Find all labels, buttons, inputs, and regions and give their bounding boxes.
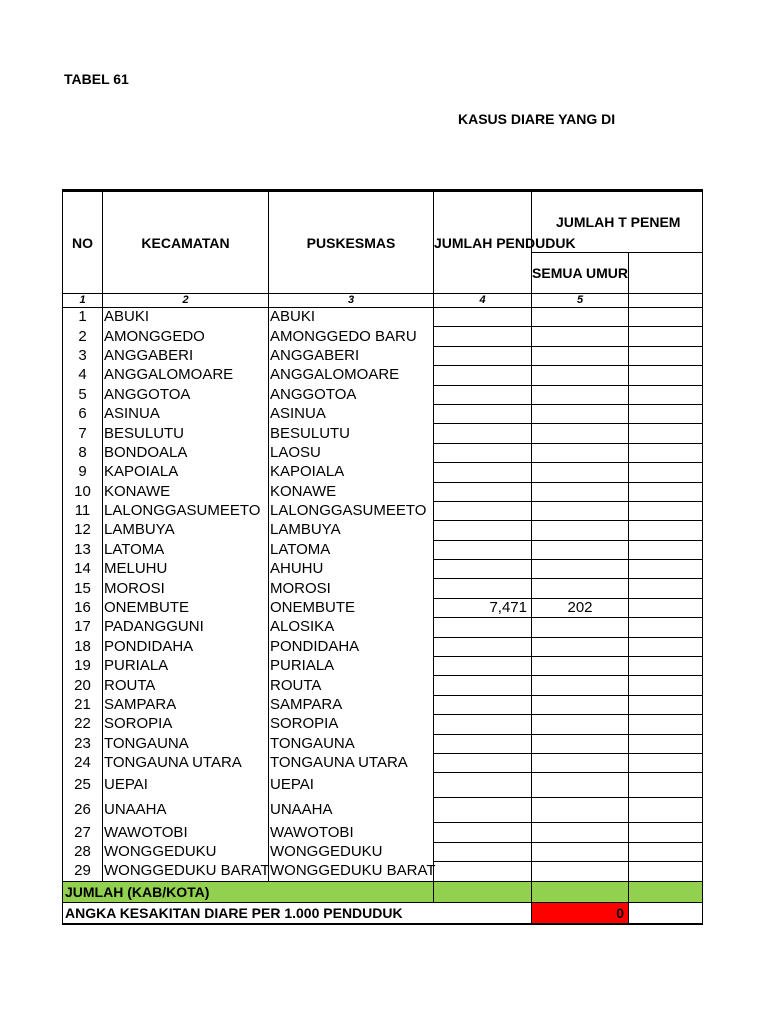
- penduduk-cell: [434, 862, 532, 881]
- table-row: [63, 560, 703, 579]
- row-number: 6: [63, 404, 103, 423]
- row-number: 8: [63, 443, 103, 462]
- kecamatan-cell: UNAAHA: [103, 798, 269, 823]
- row-number: 16: [63, 598, 103, 617]
- semua-umur-cell: [532, 346, 629, 365]
- row-number: 9: [63, 463, 103, 482]
- header-kecamatan: KECAMATAN: [103, 191, 269, 294]
- penduduk-cell: [434, 385, 532, 404]
- semua-umur-cell: [532, 521, 629, 540]
- semua-umur-cell: [532, 463, 629, 482]
- next-cell: [629, 618, 703, 637]
- kecamatan-cell: AMONGGEDO: [103, 327, 269, 346]
- puskesmas-cell: AHUHU: [269, 560, 434, 579]
- table-row: [63, 385, 703, 404]
- puskesmas-cell: ASINUA: [269, 404, 434, 423]
- semua-umur-cell: [532, 676, 629, 695]
- kecamatan-cell: TONGAUNA: [103, 734, 269, 753]
- penduduk-cell: [434, 346, 532, 365]
- penduduk-cell: [434, 501, 532, 520]
- next-cell: [629, 657, 703, 676]
- kecamatan-cell: PONDIDAHA: [103, 637, 269, 656]
- table-row: [63, 598, 703, 617]
- row-number: 28: [63, 842, 103, 861]
- penduduk-cell: [434, 521, 532, 540]
- table-row: [63, 734, 703, 753]
- next-cell: [629, 385, 703, 404]
- penduduk-cell: [434, 463, 532, 482]
- kecamatan-cell: UEPAI: [103, 773, 269, 798]
- puskesmas-cell: ONEMBUTE: [269, 598, 434, 617]
- header-puskesmas: PUSKESMAS: [269, 191, 434, 294]
- puskesmas-cell: ROUTA: [269, 676, 434, 695]
- kecamatan-cell: ABUKI: [103, 308, 269, 327]
- row-number: 13: [63, 540, 103, 559]
- header-no: NO: [63, 191, 103, 294]
- kecamatan-cell: MOROSI: [103, 579, 269, 598]
- table-row: [63, 676, 703, 695]
- column-number: 1: [63, 294, 103, 308]
- table-row: [63, 618, 703, 637]
- row-number: 26: [63, 798, 103, 823]
- column-number: 2: [103, 294, 269, 308]
- header-next: [629, 252, 703, 293]
- angka-kesakitan-row: [63, 902, 703, 924]
- semua-umur-cell: [532, 482, 629, 501]
- table-row: [63, 753, 703, 772]
- puskesmas-cell: LATOMA: [269, 540, 434, 559]
- table-row: [63, 823, 703, 842]
- total-label: JUMLAH (KAB/KOTA): [63, 881, 434, 902]
- semua-umur-cell: [532, 715, 629, 734]
- next-cell: [629, 308, 703, 327]
- kecamatan-cell: LAMBUYA: [103, 521, 269, 540]
- next-cell: [629, 842, 703, 861]
- penduduk-cell: [434, 773, 532, 798]
- puskesmas-cell: AMONGGEDO BARU: [269, 327, 434, 346]
- angka-next: [629, 902, 703, 924]
- row-number: 21: [63, 695, 103, 714]
- next-cell: [629, 443, 703, 462]
- angka-value: 0: [532, 902, 629, 924]
- penduduk-cell: [434, 715, 532, 734]
- row-number: 25: [63, 773, 103, 798]
- puskesmas-cell: KAPOIALA: [269, 463, 434, 482]
- total-row: [63, 881, 703, 902]
- semua-umur-cell: [532, 695, 629, 714]
- kecamatan-cell: PURIALA: [103, 657, 269, 676]
- row-number: 2: [63, 327, 103, 346]
- penduduk-cell: [434, 482, 532, 501]
- puskesmas-cell: LAOSU: [269, 443, 434, 462]
- row-number: 20: [63, 676, 103, 695]
- semua-umur-cell: [532, 560, 629, 579]
- kecamatan-cell: KAPOIALA: [103, 463, 269, 482]
- row-number: 19: [63, 657, 103, 676]
- penduduk-cell: [434, 842, 532, 861]
- table-row: [63, 540, 703, 559]
- penduduk-cell: [434, 579, 532, 598]
- table-row: [63, 773, 703, 798]
- semua-umur-cell: [532, 823, 629, 842]
- semua-umur-cell: [532, 327, 629, 346]
- kecamatan-cell: WAWOTOBI: [103, 823, 269, 842]
- data-table: [62, 189, 703, 925]
- spreadsheet-area: [62, 189, 681, 929]
- semua-umur-cell: [532, 618, 629, 637]
- table-row: [63, 443, 703, 462]
- next-cell: [629, 715, 703, 734]
- table-row: [63, 579, 703, 598]
- puskesmas-cell: SAMPARA: [269, 695, 434, 714]
- next-cell: [629, 482, 703, 501]
- table-row: [63, 715, 703, 734]
- next-cell: [629, 773, 703, 798]
- kecamatan-cell: LATOMA: [103, 540, 269, 559]
- row-number: 27: [63, 823, 103, 842]
- semua-umur-cell: [532, 385, 629, 404]
- kecamatan-cell: PADANGGUNI: [103, 618, 269, 637]
- table-row: [63, 695, 703, 714]
- puskesmas-cell: PONDIDAHA: [269, 637, 434, 656]
- puskesmas-cell: WONGGEDUKU BARAT: [270, 862, 436, 880]
- next-cell: [629, 463, 703, 482]
- row-number: 15: [63, 579, 103, 598]
- header-semua-umur: SEMUA UMUR: [532, 252, 629, 293]
- semua-umur-cell: [532, 773, 629, 798]
- table-row: [63, 463, 703, 482]
- puskesmas-cell: BESULUTU: [269, 424, 434, 443]
- puskesmas-cell: WAWOTOBI: [269, 823, 434, 842]
- puskesmas-cell: LAMBUYA: [269, 521, 434, 540]
- total-penduduk: [434, 881, 532, 902]
- semua-umur-cell: [532, 862, 629, 881]
- table-row: [63, 346, 703, 365]
- row-number: 17: [63, 618, 103, 637]
- kecamatan-cell: SAMPARA: [103, 695, 269, 714]
- next-cell: [629, 862, 703, 881]
- penduduk-cell: [434, 308, 532, 327]
- angka-label: ANGKA KESAKITAN DIARE PER 1.000 PENDUDUK: [63, 902, 532, 924]
- semua-umur-cell: [532, 842, 629, 861]
- next-cell: [629, 579, 703, 598]
- next-cell: [629, 753, 703, 772]
- next-cell: [629, 695, 703, 714]
- kecamatan-cell: ASINUA: [103, 404, 269, 423]
- penduduk-cell: [434, 540, 532, 559]
- table-row: [63, 637, 703, 656]
- kecamatan-cell: LALONGGASUMEETO: [103, 501, 269, 520]
- penduduk-cell: [434, 637, 532, 656]
- total-semua: [532, 881, 629, 902]
- column-number: [629, 294, 703, 308]
- table-row: [63, 366, 703, 385]
- next-cell: [629, 823, 703, 842]
- header-jumlah-penduduk: JUMLAH PENDUDUK: [434, 191, 532, 294]
- semua-umur-cell: 202: [532, 598, 629, 617]
- header-jumlah-penem: JUMLAH T PENEM: [532, 191, 703, 253]
- column-number-row: [63, 294, 703, 308]
- row-number: 29: [63, 862, 103, 881]
- semua-umur-cell: [532, 734, 629, 753]
- next-cell: [629, 540, 703, 559]
- semua-umur-cell: [532, 366, 629, 385]
- next-cell: [629, 637, 703, 656]
- puskesmas-cell: ANGGOTOA: [269, 385, 434, 404]
- penduduk-cell: [434, 424, 532, 443]
- next-cell: [629, 404, 703, 423]
- puskesmas-cell: SOROPIA: [269, 715, 434, 734]
- puskesmas-cell: PURIALA: [269, 657, 434, 676]
- semua-umur-cell: [532, 501, 629, 520]
- puskesmas-cell: ABUKI: [269, 308, 434, 327]
- kecamatan-cell: KONAWE: [103, 482, 269, 501]
- next-cell: [629, 501, 703, 520]
- penduduk-cell: [434, 823, 532, 842]
- row-number: 12: [63, 521, 103, 540]
- kecamatan-cell: BONDOALA: [103, 443, 269, 462]
- row-number: 1: [63, 308, 103, 327]
- row-number: 14: [63, 560, 103, 579]
- next-cell: [629, 734, 703, 753]
- row-number: 3: [63, 346, 103, 365]
- kecamatan-cell: ROUTA: [103, 676, 269, 695]
- semua-umur-cell: [532, 404, 629, 423]
- penduduk-cell: [434, 560, 532, 579]
- semua-umur-cell: [532, 637, 629, 656]
- puskesmas-cell: MOROSI: [269, 579, 434, 598]
- row-number: 24: [63, 753, 103, 772]
- row-number: 10: [63, 482, 103, 501]
- puskesmas-cell: TONGAUNA: [269, 734, 434, 753]
- kecamatan-cell: ONEMBUTE: [103, 598, 269, 617]
- row-number: 5: [63, 385, 103, 404]
- penduduk-cell: [434, 734, 532, 753]
- kecamatan-cell: WONGGEDUKU BARAT: [104, 862, 270, 880]
- puskesmas-cell: UEPAI: [269, 773, 434, 798]
- next-cell: [629, 327, 703, 346]
- row-number: 23: [63, 734, 103, 753]
- penduduk-cell: [434, 676, 532, 695]
- next-cell: [629, 424, 703, 443]
- kecamatan-cell: SOROPIA: [103, 715, 269, 734]
- puskesmas-cell: ALOSIKA: [269, 618, 434, 637]
- row-number: 18: [63, 637, 103, 656]
- table-row: [63, 798, 703, 823]
- kecamatan-cell: ANGGOTOA: [103, 385, 269, 404]
- puskesmas-cell: TONGAUNA UTARA: [269, 753, 434, 772]
- table-row: [63, 327, 703, 346]
- penduduk-cell: [434, 798, 532, 823]
- table-row: [63, 842, 703, 861]
- puskesmas-cell: WONGGEDUKU: [269, 842, 434, 861]
- kecamatan-cell: BESULUTU: [103, 424, 269, 443]
- penduduk-cell: [434, 618, 532, 637]
- next-cell: [629, 560, 703, 579]
- table-row: [63, 657, 703, 676]
- semua-umur-cell: [532, 579, 629, 598]
- table-row: [63, 308, 703, 327]
- next-cell: [629, 521, 703, 540]
- puskesmas-cell: LALONGGASUMEETO: [269, 501, 434, 520]
- kecamatan-cell: TONGAUNA UTARA: [103, 753, 269, 772]
- table-row: [63, 521, 703, 540]
- puskesmas-cell: ANGGALOMOARE: [269, 366, 434, 385]
- kecamatan-cell: ANGGABERI: [103, 346, 269, 365]
- next-cell: [629, 598, 703, 617]
- next-cell: [629, 798, 703, 823]
- kecamatan-cell: MELUHU: [103, 560, 269, 579]
- table-row: [63, 482, 703, 501]
- puskesmas-cell: ANGGABERI: [269, 346, 434, 365]
- penduduk-cell: [434, 695, 532, 714]
- column-number: 4: [434, 294, 532, 308]
- table-row: [63, 424, 703, 443]
- puskesmas-cell: KONAWE: [269, 482, 434, 501]
- next-cell: [629, 366, 703, 385]
- penduduk-cell: [434, 657, 532, 676]
- penduduk-cell: [434, 753, 532, 772]
- kecamatan-cell: WONGGEDUKU: [103, 842, 269, 861]
- puskesmas-cell: UNAAHA: [269, 798, 434, 823]
- table-row: [63, 862, 703, 881]
- semua-umur-cell: [532, 308, 629, 327]
- semua-umur-cell: [532, 540, 629, 559]
- penduduk-cell: 7,471: [434, 598, 532, 617]
- table-row: [63, 404, 703, 423]
- penduduk-cell: [434, 443, 532, 462]
- semua-umur-cell: [532, 798, 629, 823]
- row-number: 22: [63, 715, 103, 734]
- row-number: 11: [63, 501, 103, 520]
- next-cell: [629, 676, 703, 695]
- penduduk-cell: [434, 404, 532, 423]
- table-title: KASUS DIARE YANG DI: [458, 111, 616, 127]
- column-number: 5: [532, 294, 629, 308]
- penduduk-cell: [434, 327, 532, 346]
- table-row: [63, 501, 703, 520]
- semua-umur-cell: [532, 657, 629, 676]
- column-number: 3: [269, 294, 434, 308]
- row-number: 4: [63, 366, 103, 385]
- semua-umur-cell: [532, 443, 629, 462]
- table-number: TABEL 61: [64, 71, 129, 87]
- total-next: [629, 881, 703, 902]
- row-number: 7: [63, 424, 103, 443]
- next-cell: [629, 346, 703, 365]
- kecamatan-cell: ANGGALOMOARE: [103, 366, 269, 385]
- semua-umur-cell: [532, 424, 629, 443]
- semua-umur-cell: [532, 753, 629, 772]
- penduduk-cell: [434, 366, 532, 385]
